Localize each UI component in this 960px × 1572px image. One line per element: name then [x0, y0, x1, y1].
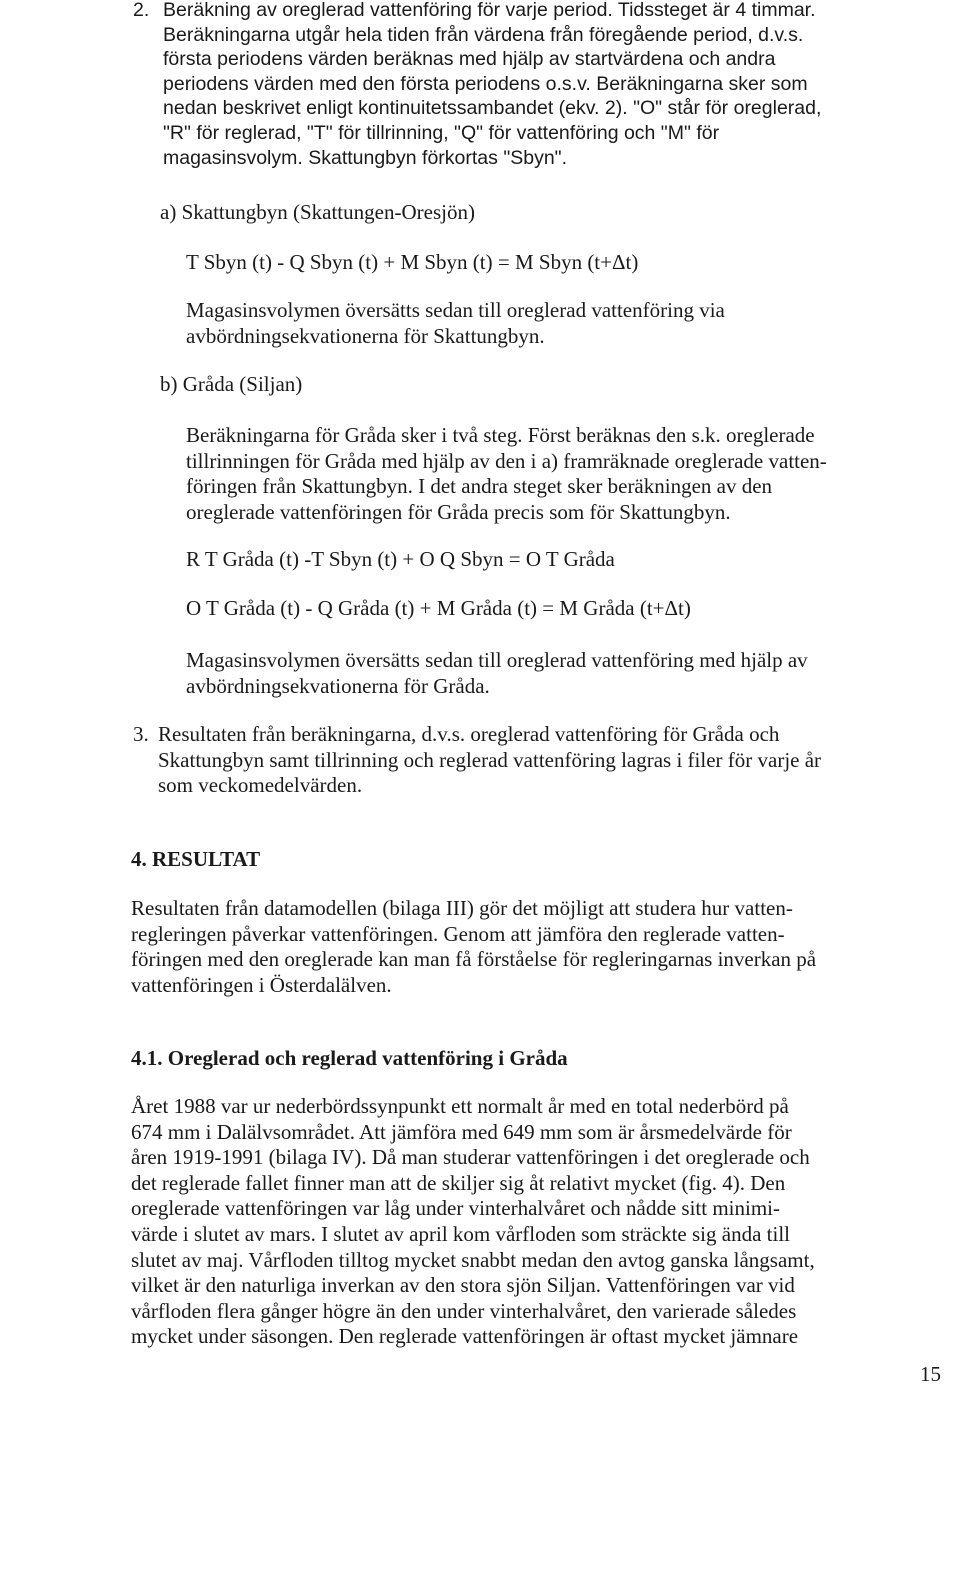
section-b-paragraph-2 [186, 648, 938, 699]
item-2 [133, 0, 933, 170]
item-2-text [133, 0, 933, 170]
section-4-1-line: Året 1988 var ur nederbördssynpunkt ett normalt år med en total nederbörd på [131, 1094, 789, 1118]
section-a-line: Magasinsvolymen översätts sedan till oreglerad vattenföring via [186, 298, 725, 322]
page-number: 15 [920, 1362, 941, 1386]
section-a-paragraph [186, 298, 906, 349]
item-3-line: som veckomedelvärden. [158, 773, 363, 798]
section-b-line: oreglerade vattenföringen för Gråda precis som för Skattungbyn. [186, 499, 731, 524]
section-b-line: tillrinningen för Gråda med hjälp av den i a) framräknade oreglerade vatten- [186, 448, 827, 473]
item-3 [133, 722, 943, 799]
section-4-1-line: 674 mm i Dalälvsområdet. Att jämföra med 649 mm som är årsmedelvärde för [131, 1119, 792, 1144]
section-4-1-line: det reglerade fallet finner man att de skiljer sig åt relativt mycket (fig. 4). Den [131, 1170, 786, 1195]
section-b-line: föringen från Skattungbyn. I det andra steget sker beräkningen av den [186, 474, 773, 499]
section-b-line: Beräkningarna för Gråda sker i två steg. Först beräknas den s.k. oreglerade [186, 423, 815, 447]
section-4-1-line: oreglerade vattenföringen var låg under vinterhalvåret och nådde sitt minimi- [131, 1196, 781, 1221]
section-4-line: föringen med den oreglerade kan man få förståelse för regleringarnas inverkan på [131, 947, 817, 972]
item-2-line: första periodens värden beräknas med hjälp av startvärdena och andra [163, 48, 776, 71]
section-b-paragraph-1 [186, 423, 938, 525]
section-4-1-line: värde i slutet av mars. I slutet av april kom vårfloden som sträckte sig ända till [131, 1221, 790, 1246]
item-2-line: nedan beskrivet enligt kontinuitetssambandet (ekv. 2). "O" står för oreglerad, [163, 97, 822, 120]
section-b-equation-1: R T Gråda (t) -T Sbyn (t) + O Q Sbyn = O T Gråda [186, 547, 615, 571]
section-4-1-paragraph [131, 1094, 949, 1350]
item-2-line: "R" för reglerad, "T" för tillrinning, "Q" för vattenföring och "M" för [163, 121, 720, 144]
section-4-1-line: åren 1919-1991 (bilaga IV). Då man studerar vattenföringen i det oreglerade och [131, 1145, 810, 1170]
item-2-line: Beräkningarna utgår hela tiden från värdena från föregående period, d.v.s. [163, 23, 804, 46]
section-4-1-heading: 4.1. Oreglerad och reglerad vattenföring i Gråda [131, 1046, 568, 1070]
section-b-heading: b) Gråda (Siljan) [160, 372, 303, 396]
item-2-number: 2. [133, 0, 150, 21]
item-2-line: periodens värden med den första periodens o.s.v. Beräkningarna sker som [163, 72, 808, 95]
item-2-line: magasinsvolym. Skattungbyn förkortas "Sbyn". [163, 146, 568, 169]
section-4-1-line: slutet av maj. Vårfloden tilltog mycket snabbt medan den avtog ganska långsamt, [131, 1247, 815, 1272]
section-a-heading: a) Skattungbyn (Skattungen-Oresjön) [160, 200, 475, 224]
section-4-1-line: mycket under säsongen. Den reglerade vattenföringen är oftast mycket jämnare [131, 1324, 799, 1349]
section-b-equation-2: O T Gråda (t) - Q Gråda (t) + M Gråda (t) = M Gråda (t+Δt) [186, 596, 691, 620]
section-4-1-line: vilket är den naturliga inverkan av den stora sjön Siljan. Vattenföringen var vid [131, 1273, 795, 1298]
section-a-equation: T Sbyn (t) - Q Sbyn (t) + M Sbyn (t) = M Sbyn (t+Δt) [186, 250, 639, 274]
section-4-heading: 4. RESULTAT [131, 847, 261, 871]
section-4-1-line: vårfloden flera gånger högre än den under vinterhalvåret, den varierade således [131, 1298, 797, 1323]
section-4-line: vattenföringen i Österdalälven. [131, 972, 392, 997]
item-2-line: Beräkning av oreglerad vattenföring för varje period. Tidssteget är 4 timmar. [163, 0, 816, 21]
item-3-text [133, 722, 943, 799]
section-a-line: avbördningsekvationerna för Skattungbyn. [186, 323, 545, 348]
section-b-line: Magasinsvolymen översätts sedan till oreglerad vattenföring med hjälp av [186, 648, 808, 672]
item-3-number: 3. [133, 722, 149, 746]
section-4-paragraph [131, 896, 949, 998]
section-4-line: Resultaten från datamodellen (bilaga III) gör det möjligt att studera hur vatten- [131, 896, 793, 920]
section-4-line: regleringen påverkar vattenföringen. Genom att jämföra den reglerade vatten- [131, 921, 785, 946]
section-b-line: avbördningsekvationerna för Gråda. [186, 673, 490, 698]
item-3-line: Resultaten från beräkningarna, d.v.s. oreglerad vattenföring för Gråda och [158, 722, 780, 746]
item-3-line: Skattungbyn samt tillrinning och reglerad vattenföring lagras i filer för varje år [158, 747, 822, 772]
